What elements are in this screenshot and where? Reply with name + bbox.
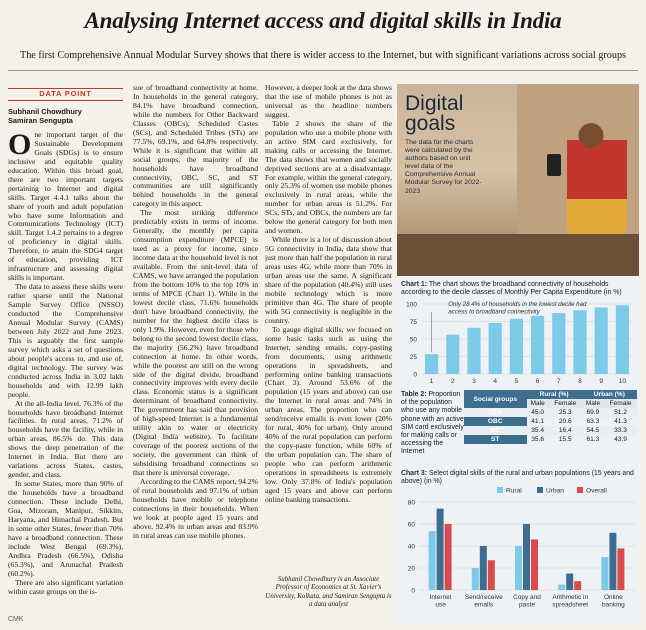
graphics-panel: [397, 84, 639, 624]
bar: [445, 524, 452, 590]
x-tick-label: Online banking: [602, 594, 625, 609]
legend-label: Rural: [506, 487, 522, 495]
table-row: [464, 408, 637, 417]
paragraph: According to the CAMS report, 94.2% of rural households and 97.1% of urban households have mobile or telephone connections in their households. When we look at people aged 15 years and above, 92.4% in urban areas and 83.9% in rural areas can use mobile phones.: [133, 476, 258, 540]
y-tick-label: 50: [409, 336, 417, 344]
table-sub-header: Male: [527, 399, 549, 408]
bar: [425, 354, 438, 374]
x-tick-label: 9: [599, 378, 604, 385]
paragraph: While there is a lot of discussion about 5G connectivity in India, data show that just more than half the population in rural areas uses 4G, while more than 70% in urban areas use the same. A significant share of the population (40.4%) still uses mobile technology which is more primitive than 4G. The share of people with 5G connectivity is negligible in the country.: [265, 235, 392, 325]
x-tick-label: 3: [472, 378, 476, 385]
bar: [616, 305, 629, 374]
folio-mark: CMK: [8, 616, 24, 623]
bar: [609, 533, 616, 590]
chart3-title: Chart 3: Select digital skills of the rural and urban populations (15 years and above) (in %): [401, 470, 634, 486]
x-tick-label: 10: [618, 378, 627, 385]
table-cell: 45.0: [527, 408, 549, 417]
table-cell: 69.9: [582, 408, 604, 417]
bar: [558, 585, 565, 591]
bar: [531, 539, 538, 590]
table2: [464, 390, 637, 444]
chart1: [397, 296, 639, 388]
bar: [617, 548, 624, 590]
x-tick-label: 4: [493, 378, 498, 385]
bar: [574, 581, 581, 590]
table-cell: 20.6: [558, 418, 572, 425]
x-tick-label: 6: [535, 378, 540, 385]
table-cell: 41.3: [614, 418, 627, 425]
chart3: [397, 484, 639, 624]
y-tick-label: 0: [411, 587, 415, 595]
bar: [595, 308, 608, 375]
bar: [573, 310, 586, 374]
bar: [510, 319, 523, 374]
table-row: [464, 426, 637, 435]
table-cell: 61.3: [586, 436, 600, 443]
legend-swatch: [577, 487, 583, 493]
bar: [601, 557, 608, 590]
table-urban-header: Urban (%): [582, 390, 637, 399]
x-tick-label: 8: [578, 378, 582, 385]
section-label: DATA POINT: [8, 88, 123, 101]
x-tick-label: 1: [429, 378, 434, 385]
legend-swatch: [497, 487, 503, 493]
bar: [523, 524, 530, 590]
table-sub-header: Female: [549, 399, 582, 408]
bar: [467, 328, 480, 374]
top-rule: [8, 70, 638, 71]
table-cell: ST: [464, 435, 527, 444]
graphic-note: The data for the charts were calculated by the authors based on unit level data of the Comprehensive Annual Modular Survey for 2022-2023: [405, 139, 482, 195]
table-cell: GEN: [464, 408, 527, 417]
bar: [488, 560, 495, 590]
paragraph: There are also significant variation within caste groups on the is-: [8, 577, 123, 596]
table-cell: SC: [464, 426, 527, 435]
graphic-title: Digital goals: [405, 92, 464, 135]
x-tick-label: Arithmetic in spreadsheet: [552, 594, 589, 609]
dropcap: O: [8, 127, 32, 161]
table-cell: 15.5: [558, 436, 572, 443]
table-cell: 16.4: [549, 426, 582, 435]
y-tick-label: 60: [407, 521, 415, 529]
y-tick-label: 20: [407, 565, 415, 573]
paragraph: The most striking difference predictably exists in terms of income. Generally, the monthly per capita consumption expenditure (MPCE) is used as a proxy for income, since income data at the household level is not available. From the unit-level data of CAMS, we have arranged the population from the bottom 10% to the top 10% in terms of MPCE (Chart 1). While in the lowest decile class, 71.6% households don't have broadband connectivity, the number for the highest decile class is only 1.9%. However, even for those who belong to the second lowest decile class, the majority (56.2%) have broadband connection at home. In other words, while the poorest are still on the wrong side of the digital divide, broadband connectivity improves with every decile class. Economic status is a significant determinant of broadband connectivity. The government has said that provision of high-speed Internet is a fundamental utility akin to water or electricity (Digital India website). To facilitate coverage of the poorest sections of the society, the government can think of subsidising broadband connections so that there is universal coverage.: [133, 208, 258, 477]
bar: [429, 531, 436, 590]
bar: [566, 574, 573, 591]
bar: [472, 568, 479, 590]
deck: The first Comprehensive Annual Modular Survey shows that there is wider access to the Internet, but with significant variations across social groups: [19, 50, 627, 61]
x-tick-label: Copy and paste: [513, 594, 541, 609]
y-tick-label: 25: [409, 354, 417, 361]
chart1-annotation: Only 28.4% of households in the lowest decile had access to broadband connectivity: [448, 301, 587, 316]
y-tick-label: 0: [413, 371, 417, 379]
table-sub-header: Female: [604, 399, 637, 408]
column-2: [133, 84, 258, 620]
table-row: [464, 417, 637, 426]
bar: [446, 335, 459, 374]
paragraph-text: ne important target of the Sustainable Development Goals (SDGs) is to ensure inclusive and equitable quality education. Within this broad goal, there are two important targets pertaining to Internet and digital skills. Target 4.4.1 talks about the share of youth and adult population who have some Information and Communications Technology (ICT) skill. Target 1.4.2 pertains to a degree of proficiency in digital skills. Therefore, to attain the SDG4 target of education, providing ICT infrastructure and assessing digital skills is important.: [8, 129, 123, 283]
table-cell: 41.1: [531, 418, 545, 425]
bar: [531, 316, 544, 374]
x-tick-label: Send/receive emails: [464, 594, 503, 609]
table-rural-header: Rural (%): [527, 390, 582, 399]
paragraph: The data to assess these skills were rather sparse until the National Sample Survey Office (NSSO) conducted the Comprehensive Annual Modular Survey (CAMS) between July 2022 and June 2023. This is arguably the first sample survey which asks a set of questions about people's access to, and use of, digital technology. The survey was conducted across India in 3.02 lakh households and with 12.99 lakh people.: [8, 282, 123, 399]
headline: Analysing Internet access and digital skills in India: [84, 8, 562, 33]
x-tick-label: Internet use: [429, 594, 452, 609]
table2-title: Table 2: Proportion of the population who use any mobile phone with an active SIM card exclusively for making calls or accessing the Internet: [401, 391, 464, 456]
y-tick-label: 75: [409, 319, 417, 326]
woman-figure: [567, 114, 627, 234]
bar: [480, 546, 487, 590]
author-credit: Subhanil Chowdhury is an Associate Professor of Economics at St. Xavier's University, Kolkata, and Samiran Sengupta is a data analyst: [265, 576, 392, 608]
table-cell: 33.3: [604, 426, 637, 435]
paragraph: sue of broadband connectivity at home. In households in the general category, 84.1% have broadband connection, while the numbers for Other Backward Classes (OBCs), Scheduled Castes (SCs), and Scheduled Tribes (STs) are 77.5%, 69.1%, and 64.8% respectively. While it is significant that within all social groups, the majority of the households have broadband connectivity, OBC, SC, and ST communities are still significantly behind households in the general category in this aspect.: [133, 84, 258, 209]
bar: [437, 509, 444, 590]
column-1: [8, 84, 123, 620]
bar: [489, 323, 502, 374]
table-cell: 54.5: [582, 426, 604, 435]
x-tick-label: 5: [514, 378, 519, 385]
paragraph: Table 2 shows the share of the population who use a mobile phone with an active SIM card exclusively, for making calls or accessing the Internet. The data shows that women and socially deprived sections are at a disadvantage. For example, within the general category, only 25.3% of women use mobile phones exclusively in rural areas, while the number for urban areas is 51.2%. For SCs, STs, and OBCs, the numbers are far below the general category for both men and women.: [265, 118, 392, 236]
table-sub-header: Male: [582, 399, 604, 408]
chart1-title: Chart 1: The chart shows the broadband connectivity of households according to the decile classes of Monthly Per Capita Expenditure (in %): [401, 281, 622, 297]
table-row: [464, 435, 637, 444]
legend-swatch: [537, 487, 543, 493]
paragraph: [8, 127, 123, 283]
y-tick-label: 40: [407, 543, 415, 551]
legend-label: Overall: [586, 487, 607, 495]
author-1: Subhanil Chowdhury: [8, 106, 82, 116]
table-cell: 51.2: [604, 408, 637, 417]
paragraph: At the all-India level, 76.3% of the households have broadband Internet facilities. In rural areas, 71.2% of households have the facility, while in urban areas, 86.5% do. This data shows the deep penetration of the Internet in India. But there are variations across States, castes, gender, and class.: [8, 398, 123, 480]
phone-icon: [547, 154, 561, 176]
x-tick-label: 7: [556, 378, 561, 385]
table-cell: 63.3: [586, 418, 600, 425]
table-cell: 35.6: [531, 436, 545, 443]
table-cell: 35.4: [527, 426, 549, 435]
legend-label: Urban: [546, 487, 564, 495]
paragraph: However, a deeper look at the data shows that the use of mobile phones is not as universal as the headline numbers suggest.: [265, 84, 392, 119]
hero-photo: [397, 84, 639, 276]
paragraph: In some States, more than 90% of the households have a broadband connection. These include Delhi, Goa, Mizoram, Manipur, Sikkim, Haryana, and Himachal Pradesh. But in some other States, fewer than 70% have a broadband connection. These include West Bengal (69.3%), Andhra Pradesh (66.5%), Odisha (65.3%), and Arunachal Pradesh (60.2%).: [8, 479, 123, 578]
table-cell: 25.3: [549, 408, 582, 417]
table-cell: OBC: [464, 417, 527, 426]
x-tick-label: 2: [450, 378, 455, 385]
column-3: [265, 84, 392, 620]
paragraph: To gauge digital skills, we focused on some basic tasks such as using the Internet, sending emails, copy-pasting from documents, using arithmetic operations in spreadsheets, and performing online banking transactions (Chart 3). Around 53.6% of the population (15 years and above) can use the Internet in rural areas and 74% in urban areas. The proportion who can send/receive emails is even lower (20% for rural, 40% for urban). Only around 40% of the rural population can perform the copy-paste function, while 60% of the urban population can. The share of people who can perform arithmetic operations in spreadsheets is extremely low. Only 37.8% of India's population aged 15 years and above can perform online banking transactions.: [265, 324, 392, 504]
table-col-group: Social groups: [464, 390, 527, 408]
author-2: Samiran Sengupta: [8, 115, 73, 125]
bar: [515, 546, 522, 590]
y-tick-label: 80: [407, 499, 415, 507]
table-cell: 43.9: [614, 436, 627, 443]
y-tick-label: 100: [406, 301, 417, 309]
bar: [552, 313, 565, 374]
